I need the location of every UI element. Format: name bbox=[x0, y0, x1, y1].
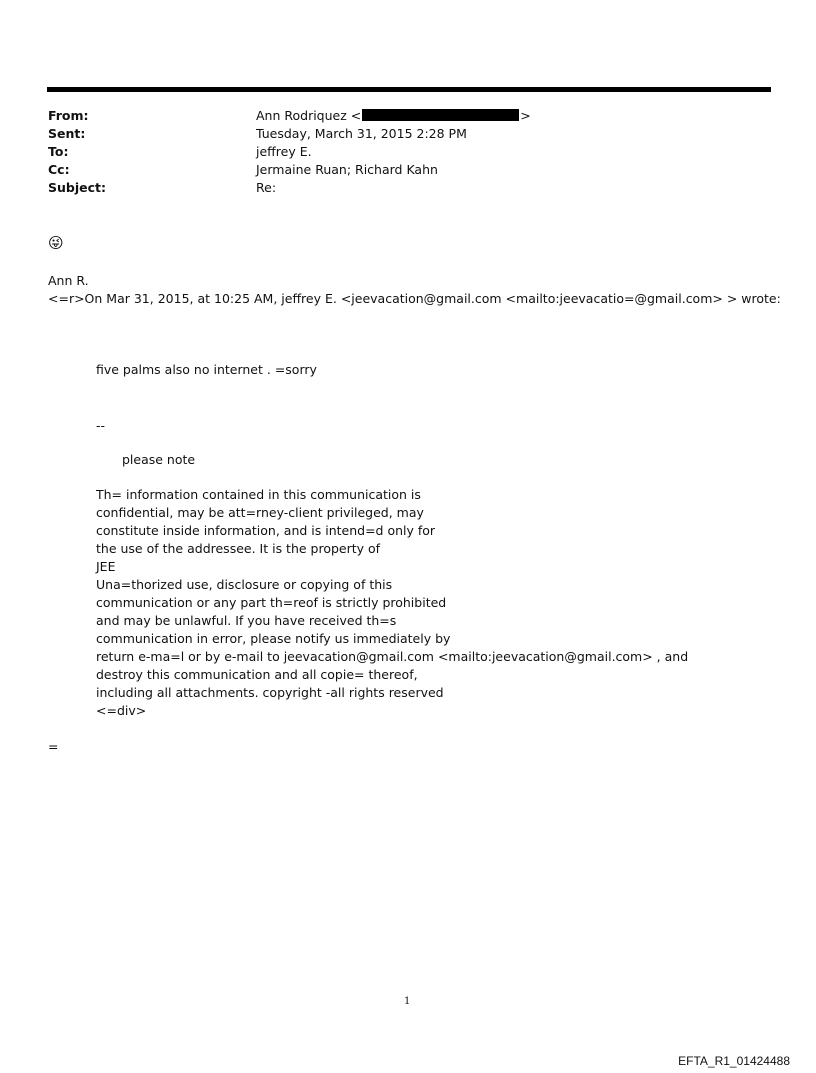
disclaimer-line: return e-ma=l or by e-mail to jeevacation@gmail.com <mailto:jeevacation@gmail.com> , and bbox=[96, 649, 689, 664]
message-text: five palms also no internet . =sorry bbox=[96, 362, 317, 377]
disclaimer-line: JEE bbox=[96, 559, 116, 574]
disclaimer-line: Th= information contained in this communication is bbox=[96, 487, 421, 502]
sent-label: Sent: bbox=[48, 126, 86, 141]
disclaimer-line: communication or any part th=reof is strictly prohibited bbox=[96, 595, 447, 610]
bates-number: EFTA_R1_01424488 bbox=[678, 1054, 790, 1068]
from-row bbox=[48, 108, 748, 126]
page-number: 1 bbox=[404, 996, 411, 1007]
quote-line: <=r>On Mar 31, 2015, at 10:25 AM, jeffrey E. <jeevacation@gmail.com <mailto:jeevacatio=@gmail.com> > wrote: bbox=[48, 291, 781, 306]
to-value: jeffrey E. bbox=[256, 144, 312, 159]
disclaimer-line: confidential, may be att=rney-client privileged, may bbox=[96, 505, 424, 520]
to-label: To: bbox=[48, 144, 69, 159]
sent-value: Tuesday, March 31, 2015 2:28 PM bbox=[256, 126, 467, 141]
disclaimer-line: destroy this communication and all copie= thereof, bbox=[96, 667, 418, 682]
redaction-box bbox=[362, 109, 519, 121]
cc-row bbox=[48, 162, 748, 180]
email-header bbox=[48, 108, 748, 198]
from-close: > bbox=[520, 108, 531, 123]
from-label: From: bbox=[48, 108, 89, 123]
disclaimer-line: Una=thorized use, disclosure or copying of this bbox=[96, 577, 393, 592]
disclaimer-line: and may be unlawful. If you have received th=s bbox=[96, 613, 397, 628]
disclaimer-line: including all attachments. copyright -all rights reserved bbox=[96, 685, 444, 700]
disclaimer-line: communication in error, please notify us immediately by bbox=[96, 631, 451, 646]
sent-row bbox=[48, 126, 748, 144]
winking-tongue-emoji-icon: 😜 bbox=[48, 234, 64, 252]
from-value bbox=[256, 108, 531, 123]
from-name: Ann Rodriquez < bbox=[256, 108, 362, 123]
disclaimer-line: constitute inside information, and is intend=d only for bbox=[96, 523, 436, 538]
subject-value: Re: bbox=[256, 180, 277, 195]
subject-label: Subject: bbox=[48, 180, 106, 195]
disclaimer bbox=[96, 487, 688, 721]
trailing-equals: = bbox=[48, 739, 59, 754]
to-row bbox=[48, 144, 748, 162]
cc-value: Jermaine Ruan; Richard Kahn bbox=[256, 162, 438, 177]
subject-row bbox=[48, 180, 748, 198]
signature: Ann R. bbox=[48, 273, 89, 288]
disclaimer-line: <=div> bbox=[96, 703, 147, 718]
disclaimer-line: the use of the addressee. It is the property of bbox=[96, 541, 381, 556]
signature-dashes: -- bbox=[96, 418, 106, 433]
cc-label: Cc: bbox=[48, 162, 70, 177]
header-rule bbox=[47, 87, 771, 92]
please-note: please note bbox=[122, 452, 196, 467]
